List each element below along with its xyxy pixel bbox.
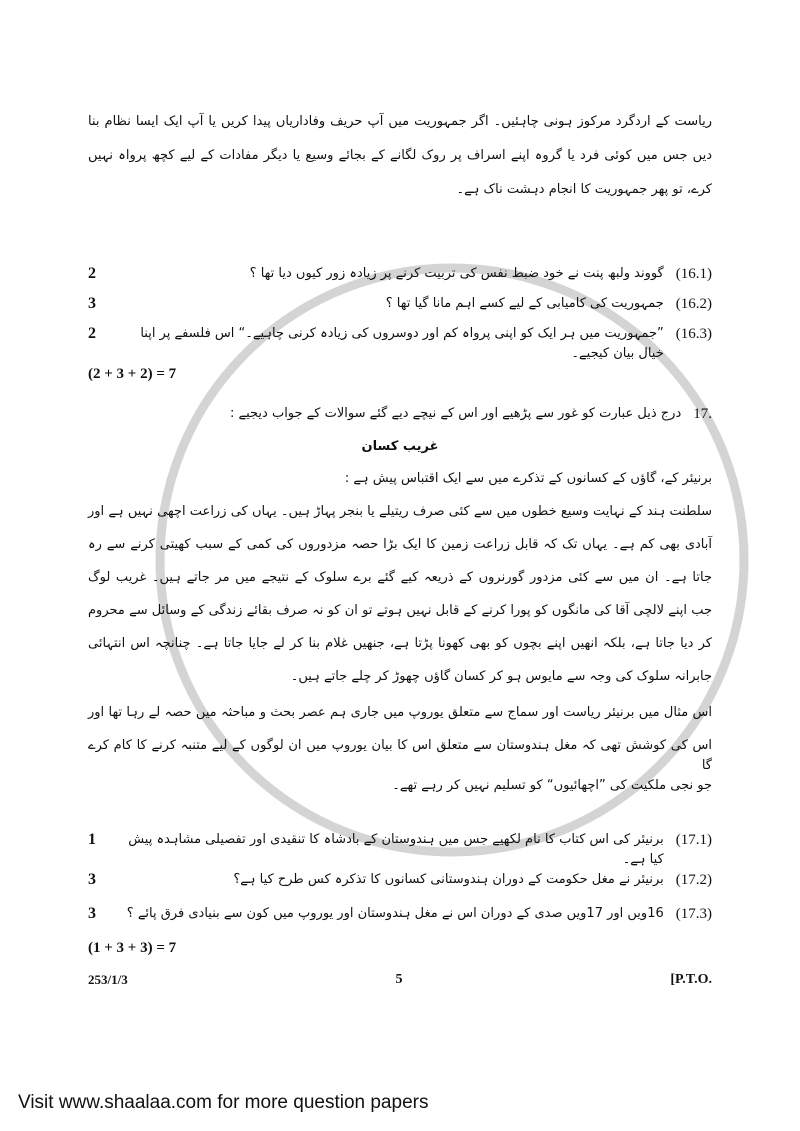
shaalaa-banner-link[interactable]: Visit www.shaalaa.com for more question papers [18, 1092, 429, 1113]
subquestion-number: (16.3) [675, 326, 712, 342]
page-footer [88, 970, 712, 990]
question-17-header [88, 404, 712, 437]
question-number: 17. [693, 406, 712, 422]
page-number: 5 [395, 972, 403, 987]
passage-line: آبادی بھی کم ہے۔ یہاں تک کہ قابل زراعت زمین کا ایک بڑا حصہ مزدوروں کی کمی کے سبب کھیتی کرنے سے رہ [88, 537, 712, 552]
subquestion-text: جمہوریت کی کامیابی کے لیے کسے اہم مانا گیا تھا ؟ [385, 296, 664, 311]
subquestion-number: (16.1) [675, 266, 712, 282]
passage-line: سلطنت ہند کے نہایت وسیع خطوں میں سے کئی صرف ریتیلے یا بنجر پہاڑ ہیں۔ یہاں کی زراعت اچھی نہیں ہے اور [88, 504, 712, 519]
subquestion-16-2 [88, 294, 712, 324]
passage-line: جابرانہ سلوک کی وجہ سے مایوس ہو کر کسان گاؤں چھوڑ کر چلے جاتے ہیں۔ [290, 669, 712, 684]
paper-code: 253/1/3 [88, 972, 128, 987]
passage-line: جب اپنے لالچی آقا کی مانگوں کو پورا کرنے کے قابل نہیں ہوتے تو ان کو نہ صرف بقائے زندگی کے وسائل سے محروم [88, 603, 712, 618]
marks-total: (1 + 3 + 3) = 7 [88, 940, 177, 956]
subquestion-text: برنیئر نے مغل حکومت کے دوران ہندوستانی کسانوں کا تذکرہ کس طرح کیا ہے؟ [233, 872, 664, 887]
subquestion-text: برنیئر کی اس کتاب کا نام لکھیے جس میں ہندوستان کے بادشاہ کا تنقیدی اور تفصیلی مشاہدہ پیش کیا ہے۔ [128, 832, 664, 867]
context-line: اس مثال میں برنیئر ریاست اور سماج سے متعلق یوروپ میں جاری ہم عصر بحث و مباحثہ میں حصہ لے رہا تھا اور [88, 705, 712, 720]
context-line: جو نجی ملکیت کی ”اچھائیوں“ کو تسلیم نہیں کر رہے تھے۔ [392, 778, 712, 793]
subquestion-17-1 [88, 830, 712, 870]
passage-title: غریب کسان [361, 439, 439, 454]
subquestion-17-3 [88, 904, 712, 938]
subquestion-text: ”جمہوریت میں ہر ایک کو اپنی پرواہ کم اور دوسروں کی زیادہ کرنی چاہیے۔“ اس فلسفے پر اپنا خیال بیان کیجیے۔ [140, 326, 664, 361]
marks: 3 [88, 871, 96, 888]
subquestion-16-1 [88, 264, 712, 294]
context-line: اس کی کوشش تھی کہ مغل ہندوستان سے متعلق اس کا بیان یوروپ میں ان لوگوں کے لیے متنبہ کرنے کا کام کرے گا [88, 738, 712, 773]
passage-line: جاتا ہے۔ ان میں سے کئی مزدور گورنروں کے ذریعہ کیے گئے برے سلوک کے نتیجے میں مر جاتے ہیں۔ غریب لوگ [88, 570, 712, 585]
pto-label: [P.T.O. [670, 972, 712, 987]
marks: 2 [88, 325, 96, 342]
subquestion-17-2 [88, 870, 712, 904]
marks-total: (2 + 3 + 2) = 7 [88, 366, 177, 382]
marks: 2 [88, 265, 96, 282]
document-body [88, 112, 712, 990]
subquestion-number: (17.1) [675, 832, 712, 848]
subquestion-text: گووند ولبھ پنت نے خود ضبط نفس کی تربیت کرنے پر زیادہ زور کیوں دیا تھا ؟ [249, 266, 664, 281]
marks: 1 [88, 831, 96, 848]
question-instruction: درج ذیل عبارت کو غور سے پڑھیے اور اس کے نیچے دیے گئے سوالات کے جواب دیجیے : [229, 406, 682, 421]
subquestion-number: (17.3) [675, 906, 712, 922]
subquestion-number: (17.2) [675, 872, 712, 888]
subquestion-number: (16.2) [675, 296, 712, 312]
passage-line: کر دیا جاتا ہے، بلکہ انھیں اپنے بچوں کو بھی کھونا پڑتا ہے، جنھیں غلام بنا کر لے جایا جاتا ہے۔ چنانچہ اس انتہائی [88, 636, 712, 651]
marks: 3 [88, 905, 96, 922]
passage-line: ریاست کے اردگرد مرکوز ہونی چاہئیں۔ اگر جمہوریت میں آپ حریف وفاداریاں پیدا کریں یا آپ ایک ایسا نظام بنا [88, 114, 712, 129]
marks: 3 [88, 295, 96, 312]
passage-line: کرے، تو پھر جمہوریت کا انجام دہشت ناک ہے۔ [456, 182, 712, 197]
subquestion-text: 16ویں اور 17ویں صدی کے دوران اس نے مغل ہندوستان اور یوروپ میں کون سے بنیادی فرق پائے ؟ [126, 906, 664, 921]
passage-line: دیں جس میں کوئی فرد یا گروہ اپنے اسراف پر روک لگانے کے بجائے وسیع یا دیگر مفادات کے لیے کچھ پرواہ نہیں [88, 148, 712, 163]
passage-intro: برنیئر کے، گاؤں کے کسانوں کے تذکرے میں سے ایک اقتباس پیش ہے : [344, 471, 712, 486]
subquestion-16-3 [88, 324, 712, 364]
